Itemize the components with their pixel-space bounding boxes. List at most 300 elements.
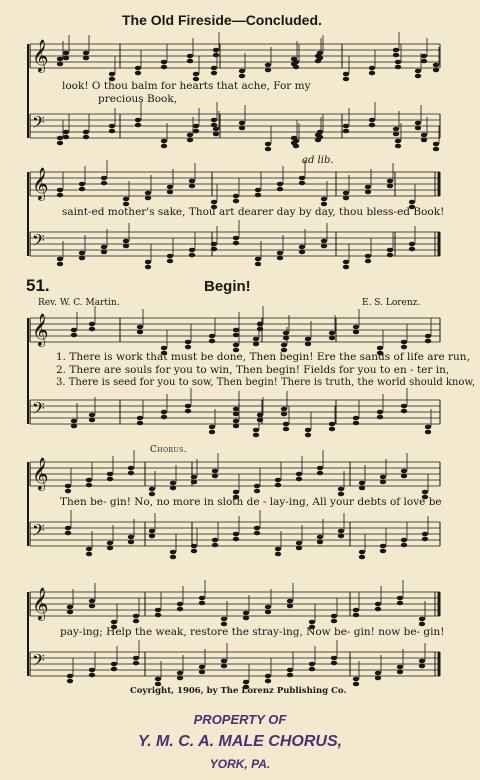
note-head bbox=[253, 337, 259, 342]
note-head bbox=[189, 248, 195, 253]
note-head bbox=[395, 144, 401, 149]
note-head bbox=[109, 129, 115, 134]
note-head bbox=[233, 490, 239, 495]
note-head bbox=[380, 480, 386, 485]
note-head bbox=[79, 187, 85, 192]
note-head bbox=[365, 190, 371, 195]
note-head bbox=[277, 182, 283, 187]
note-head bbox=[421, 138, 427, 143]
stamp-line-3: YORK, PA. bbox=[209, 757, 271, 771]
note-head bbox=[149, 534, 155, 539]
ad-lib-direction: ad lib. bbox=[302, 155, 334, 166]
note-head bbox=[296, 546, 302, 551]
note-head bbox=[212, 543, 218, 548]
note-head bbox=[145, 191, 151, 196]
note-head bbox=[233, 343, 239, 348]
note-head bbox=[287, 599, 293, 604]
note-head bbox=[89, 673, 95, 678]
note-head bbox=[233, 236, 239, 241]
note-head bbox=[133, 619, 139, 624]
note-head bbox=[287, 673, 293, 678]
hymn-title: Begin! bbox=[204, 278, 251, 295]
note-head bbox=[343, 260, 349, 265]
note-head bbox=[67, 605, 73, 610]
note-head bbox=[161, 144, 167, 149]
note-head bbox=[397, 601, 403, 606]
note-head bbox=[255, 257, 261, 262]
note-head bbox=[353, 677, 359, 682]
treble-clef: 𝄞 bbox=[32, 457, 49, 490]
treble-staff bbox=[30, 172, 440, 196]
note-head bbox=[133, 656, 139, 661]
note-head bbox=[233, 241, 239, 246]
note-head bbox=[133, 661, 139, 666]
note-head bbox=[409, 242, 415, 247]
note-head bbox=[338, 534, 344, 539]
note-head bbox=[422, 490, 428, 495]
note-head bbox=[397, 670, 403, 675]
note-head bbox=[101, 181, 107, 186]
note-head bbox=[221, 617, 227, 622]
treble-staff bbox=[30, 44, 440, 68]
note-head bbox=[199, 601, 205, 606]
treble-clef: 𝄞 bbox=[32, 587, 49, 620]
note-head bbox=[353, 613, 359, 618]
note-head bbox=[193, 129, 199, 134]
note-head bbox=[57, 188, 63, 193]
verse-1: 1. There is work that must be done, Then begin! Ere the sands of life are run, bbox=[56, 351, 470, 363]
note-head bbox=[393, 48, 399, 53]
note-head bbox=[331, 614, 337, 619]
note-head bbox=[89, 418, 95, 423]
treble-staff bbox=[30, 462, 440, 486]
note-head bbox=[170, 550, 176, 555]
note-head bbox=[233, 194, 239, 199]
note-head bbox=[191, 549, 197, 554]
treble-clef: 𝄞 bbox=[32, 313, 49, 346]
hymn-number: 51. bbox=[26, 276, 50, 295]
note-head bbox=[135, 71, 141, 76]
note-head bbox=[79, 251, 85, 256]
note-head bbox=[401, 469, 407, 474]
note-head bbox=[211, 118, 217, 123]
note-head bbox=[109, 72, 115, 77]
note-head bbox=[167, 259, 173, 264]
note-head bbox=[89, 327, 95, 332]
note-head bbox=[65, 531, 71, 536]
note-head bbox=[305, 337, 311, 342]
note-head bbox=[365, 254, 371, 259]
bass-clef: 𝄢 bbox=[32, 650, 45, 674]
note-head bbox=[305, 428, 311, 433]
note-head bbox=[265, 679, 271, 684]
note-head bbox=[365, 259, 371, 264]
note-head bbox=[187, 138, 193, 143]
note-head bbox=[265, 147, 271, 152]
note-head bbox=[265, 605, 271, 610]
note-head bbox=[343, 72, 349, 77]
note-head bbox=[199, 665, 205, 670]
note-head bbox=[189, 179, 195, 184]
note-head bbox=[57, 136, 63, 141]
note-head bbox=[149, 529, 155, 534]
note-head bbox=[365, 185, 371, 190]
note-head bbox=[343, 124, 349, 129]
note-head bbox=[83, 135, 89, 140]
note-head bbox=[107, 546, 113, 551]
note-head bbox=[211, 66, 217, 71]
note-head bbox=[254, 526, 260, 531]
note-head bbox=[101, 250, 107, 255]
note-head bbox=[128, 540, 134, 545]
note-head bbox=[83, 130, 89, 135]
note-head bbox=[109, 124, 115, 129]
note-head bbox=[275, 552, 281, 557]
note-head bbox=[343, 191, 349, 196]
note-head bbox=[275, 483, 281, 488]
note-head bbox=[321, 244, 327, 249]
note-head bbox=[421, 133, 427, 138]
system2-lyric: saint-ed mother's sake, Thou art dearer day by day, thou bless-ed Book! bbox=[62, 206, 445, 218]
note-head bbox=[161, 346, 167, 351]
note-head bbox=[239, 69, 245, 74]
note-head bbox=[317, 540, 323, 545]
note-head bbox=[380, 549, 386, 554]
note-head bbox=[213, 127, 219, 132]
note-head bbox=[317, 471, 323, 476]
note-head bbox=[277, 251, 283, 256]
note-head bbox=[71, 328, 77, 333]
note-head bbox=[254, 531, 260, 536]
note-head bbox=[296, 477, 302, 482]
note-head bbox=[265, 610, 271, 615]
note-head bbox=[291, 62, 297, 67]
note-head bbox=[375, 671, 381, 676]
note-head bbox=[212, 474, 218, 479]
note-head bbox=[353, 608, 359, 613]
note-head bbox=[213, 53, 219, 58]
note-head bbox=[395, 65, 401, 70]
note-head bbox=[209, 425, 215, 430]
note-head bbox=[299, 176, 305, 181]
note-head bbox=[395, 60, 401, 65]
note-head bbox=[89, 599, 95, 604]
note-head bbox=[397, 665, 403, 670]
note-head bbox=[86, 552, 92, 557]
note-head bbox=[233, 199, 239, 204]
note-head bbox=[387, 253, 393, 258]
note-head bbox=[57, 262, 63, 267]
note-head bbox=[309, 667, 315, 672]
note-head bbox=[359, 555, 365, 560]
note-head bbox=[369, 66, 375, 71]
note-head bbox=[377, 410, 383, 415]
note-head bbox=[209, 430, 215, 435]
note-head bbox=[380, 544, 386, 549]
note-head bbox=[67, 674, 73, 679]
bass-clef: 𝄢 bbox=[32, 112, 45, 136]
note-head bbox=[137, 330, 143, 335]
note-head bbox=[331, 656, 337, 661]
note-head bbox=[233, 424, 239, 429]
note-head bbox=[359, 550, 365, 555]
note-head bbox=[305, 342, 311, 347]
note-head bbox=[433, 63, 439, 68]
note-head bbox=[283, 331, 289, 336]
note-head bbox=[253, 428, 259, 433]
note-head bbox=[212, 538, 218, 543]
note-head bbox=[419, 617, 425, 622]
note-head bbox=[253, 433, 259, 438]
note-head bbox=[433, 147, 439, 152]
note-head bbox=[265, 68, 271, 73]
note-head bbox=[155, 677, 161, 682]
note-head bbox=[89, 604, 95, 609]
note-head bbox=[111, 662, 117, 667]
bass-clef: 𝄢 bbox=[32, 520, 45, 544]
note-head bbox=[433, 142, 439, 147]
note-head bbox=[209, 339, 215, 344]
note-head bbox=[123, 239, 129, 244]
note-head bbox=[185, 409, 191, 414]
note-head bbox=[211, 123, 217, 128]
note-head bbox=[353, 682, 359, 687]
note-head bbox=[161, 139, 167, 144]
note-head bbox=[177, 676, 183, 681]
note-head bbox=[193, 124, 199, 129]
note-head bbox=[135, 123, 141, 128]
note-head bbox=[221, 659, 227, 664]
note-head bbox=[299, 181, 305, 186]
note-head bbox=[187, 59, 193, 64]
note-head bbox=[275, 547, 281, 552]
note-head bbox=[321, 197, 327, 202]
note-head bbox=[170, 481, 176, 486]
note-head bbox=[353, 421, 359, 426]
note-head bbox=[393, 127, 399, 132]
note-head bbox=[167, 190, 173, 195]
note-head bbox=[145, 196, 151, 201]
note-head bbox=[265, 142, 271, 147]
note-head bbox=[375, 602, 381, 607]
note-head bbox=[296, 472, 302, 477]
note-head bbox=[233, 328, 239, 333]
note-head bbox=[243, 680, 249, 685]
note-head bbox=[57, 62, 63, 67]
note-head bbox=[401, 474, 407, 479]
note-head bbox=[419, 659, 425, 664]
note-head bbox=[255, 188, 261, 193]
note-head bbox=[65, 489, 71, 494]
note-head bbox=[287, 604, 293, 609]
note-head bbox=[329, 331, 335, 336]
note-head bbox=[211, 200, 217, 205]
note-head bbox=[170, 486, 176, 491]
note-head bbox=[128, 535, 134, 540]
note-head bbox=[243, 616, 249, 621]
note-head bbox=[317, 51, 323, 56]
note-head bbox=[359, 486, 365, 491]
note-head bbox=[425, 430, 431, 435]
note-head bbox=[65, 526, 71, 531]
chorus-lyric: Then be- gin! No, no more in sloth de - lay-ing, All your debts of love be bbox=[60, 496, 442, 508]
note-head bbox=[387, 248, 393, 253]
note-head bbox=[338, 529, 344, 534]
system5-lyric: pay-ing; Help the weak, restore the stray-ing, Now be- gin! now be- gin! bbox=[60, 626, 445, 638]
note-head bbox=[380, 475, 386, 480]
note-head bbox=[233, 419, 239, 424]
note-head bbox=[67, 679, 73, 684]
note-head bbox=[369, 118, 375, 123]
note-head bbox=[89, 668, 95, 673]
note-head bbox=[265, 63, 271, 68]
note-head bbox=[343, 196, 349, 201]
note-head bbox=[283, 422, 289, 427]
note-head bbox=[317, 135, 323, 140]
note-head bbox=[421, 54, 427, 59]
note-head bbox=[425, 339, 431, 344]
note-head bbox=[123, 244, 129, 249]
note-head bbox=[199, 596, 205, 601]
note-head bbox=[185, 404, 191, 409]
note-head bbox=[421, 59, 427, 64]
note-head bbox=[291, 141, 297, 146]
note-head bbox=[185, 345, 191, 350]
chorus-label: Chorus. bbox=[150, 445, 188, 455]
note-head bbox=[177, 671, 183, 676]
note-head bbox=[71, 419, 77, 424]
note-head bbox=[422, 537, 428, 542]
note-head bbox=[317, 535, 323, 540]
note-head bbox=[199, 670, 205, 675]
note-head bbox=[375, 607, 381, 612]
note-head bbox=[187, 133, 193, 138]
note-head bbox=[353, 416, 359, 421]
note-head bbox=[107, 472, 113, 477]
note-head bbox=[291, 57, 297, 62]
note-head bbox=[193, 72, 199, 77]
note-head bbox=[137, 325, 143, 330]
note-head bbox=[233, 532, 239, 537]
note-head bbox=[233, 407, 239, 412]
note-head bbox=[296, 541, 302, 546]
note-head bbox=[243, 611, 249, 616]
note-head bbox=[177, 602, 183, 607]
note-head bbox=[111, 620, 117, 625]
note-head bbox=[189, 253, 195, 258]
note-head bbox=[233, 412, 239, 417]
note-head bbox=[281, 407, 287, 412]
note-head bbox=[377, 415, 383, 420]
note-head bbox=[239, 126, 245, 131]
note-head bbox=[409, 200, 415, 205]
bass-clef: 𝄢 bbox=[32, 398, 45, 422]
note-head bbox=[401, 543, 407, 548]
note-head bbox=[107, 477, 113, 482]
note-head bbox=[425, 334, 431, 339]
note-head bbox=[170, 555, 176, 560]
note-head bbox=[155, 613, 161, 618]
note-head bbox=[317, 130, 323, 135]
note-head bbox=[89, 413, 95, 418]
note-head bbox=[79, 256, 85, 261]
note-head bbox=[359, 481, 365, 486]
note-head bbox=[57, 141, 63, 146]
note-head bbox=[101, 245, 107, 250]
note-head bbox=[137, 421, 143, 426]
note-head bbox=[369, 71, 375, 76]
note-head bbox=[101, 176, 107, 181]
note-head bbox=[123, 197, 129, 202]
note-head bbox=[433, 68, 439, 73]
note-head bbox=[135, 118, 141, 123]
note-head bbox=[387, 184, 393, 189]
note-head bbox=[212, 469, 218, 474]
note-head bbox=[353, 330, 359, 335]
note-head bbox=[161, 60, 167, 65]
system1-lyric-line1: look! O thou balm for hearts that ache, For my bbox=[62, 80, 311, 92]
note-head bbox=[57, 57, 63, 62]
note-head bbox=[71, 333, 77, 338]
note-head bbox=[161, 415, 167, 420]
note-head bbox=[253, 342, 259, 347]
note-head bbox=[275, 478, 281, 483]
note-head bbox=[221, 664, 227, 669]
copyright-line: Coyright, 1906, by The Lorenz Publishing Co. bbox=[130, 686, 347, 696]
note-head bbox=[401, 404, 407, 409]
note-head bbox=[233, 537, 239, 542]
note-head bbox=[71, 424, 77, 429]
lyricist-credit: Rev. W. C. Martin. bbox=[38, 298, 120, 308]
note-head bbox=[135, 66, 141, 71]
note-head bbox=[185, 340, 191, 345]
note-head bbox=[83, 51, 89, 56]
note-head bbox=[393, 132, 399, 137]
note-head bbox=[187, 54, 193, 59]
note-head bbox=[387, 179, 393, 184]
note-head bbox=[393, 53, 399, 58]
note-head bbox=[305, 433, 311, 438]
note-head bbox=[397, 596, 403, 601]
note-head bbox=[167, 254, 173, 259]
note-head bbox=[145, 265, 151, 270]
note-head bbox=[287, 668, 293, 673]
note-head bbox=[57, 193, 63, 198]
verse-2: 2. There are souls for you to win, Then begin! Fields for you to en - ter in, bbox=[56, 364, 450, 376]
note-head bbox=[145, 260, 151, 265]
note-head bbox=[155, 608, 161, 613]
note-head bbox=[239, 121, 245, 126]
note-head bbox=[211, 71, 217, 76]
note-head bbox=[338, 487, 344, 492]
note-head bbox=[86, 547, 92, 552]
note-head bbox=[128, 466, 134, 471]
note-head bbox=[233, 333, 239, 338]
note-head bbox=[86, 483, 92, 488]
note-head bbox=[63, 130, 69, 135]
note-head bbox=[161, 65, 167, 70]
note-head bbox=[111, 667, 117, 672]
note-head bbox=[369, 123, 375, 128]
note-head bbox=[57, 257, 63, 262]
note-head bbox=[177, 607, 183, 612]
note-head bbox=[415, 74, 421, 79]
note-head bbox=[321, 239, 327, 244]
note-head bbox=[329, 336, 335, 341]
treble-clef: 𝄞 bbox=[32, 39, 49, 72]
page-title: The Old Fireside—Concluded. bbox=[122, 12, 322, 28]
bass-clef: 𝄢 bbox=[32, 230, 45, 254]
